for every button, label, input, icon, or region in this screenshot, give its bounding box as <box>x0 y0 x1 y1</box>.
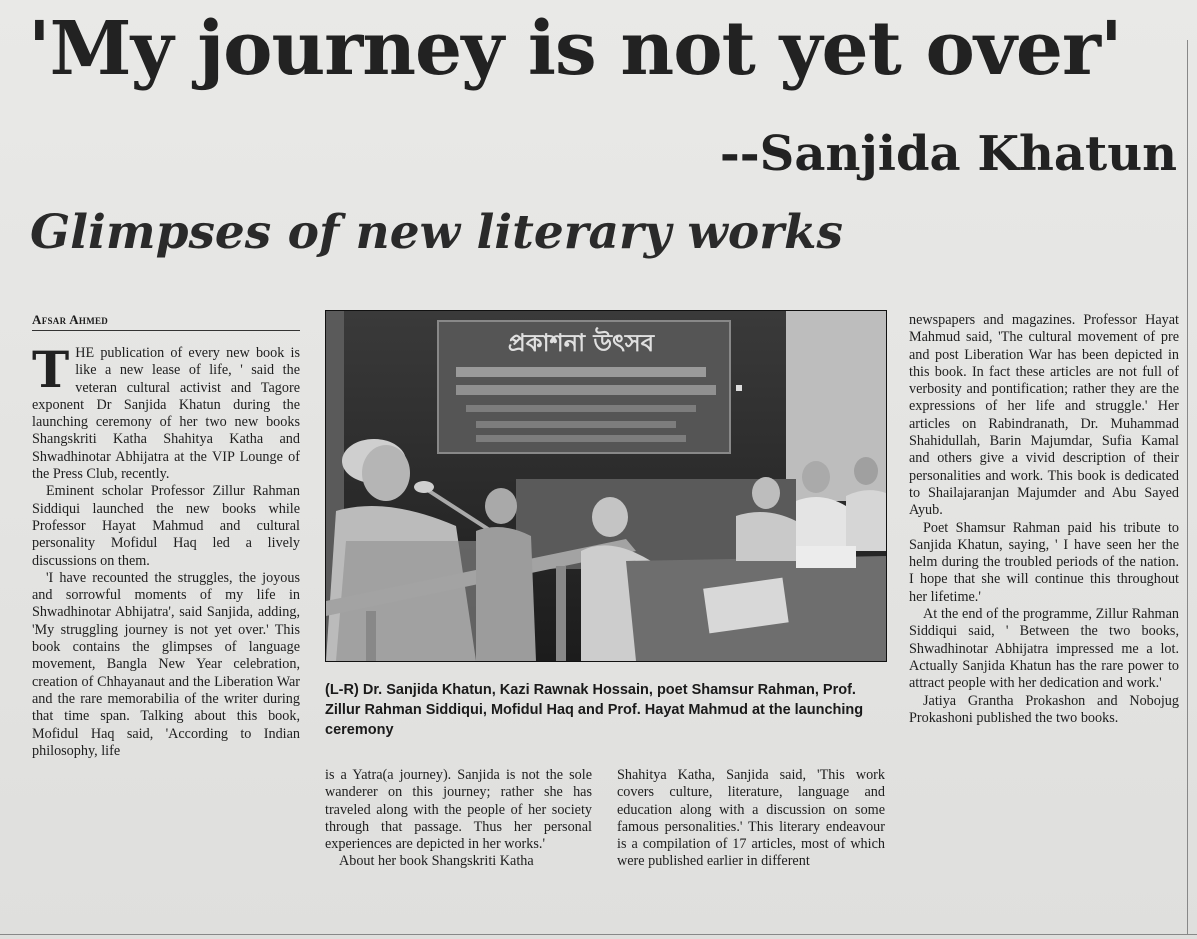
paragraph: Poet Shamsur Rahman paid his tribute to Sanjida Khatun, saying, ' I have seen her the helm during the troubled periods of the nation. I hope that she will continue this throughout her lifetime.' <box>909 519 1179 605</box>
paragraph: is a Yatra(a journey). Sanjida is not the sole wanderer on this journey; rather she has traveled along with the people of her society through that passage. Thus her personal experiences are depicted in her works.' <box>325 767 592 853</box>
paragraph: Shahitya Katha, Sanjida said, 'This work covers culture, literature, language and education along with a discussion on some famous personalities.' This literary endeavour is a compilation of 17 articles, most of which were published earlier in different <box>617 767 885 870</box>
article-column-2 <box>325 767 592 871</box>
article-column-3 <box>617 767 885 871</box>
article-column-4 <box>909 312 1179 727</box>
paragraph: Jatiya Grantha Prokashon and Nobojug Prokashoni published the two books. <box>909 692 1179 726</box>
banner-title: প্রকাশনা উৎসব <box>507 329 655 357</box>
event-photo <box>325 310 887 662</box>
paragraph: At the end of the programme, Zillur Rahman Siddiqui said, ' Between the two books, Shwadhinotar Abhijatra impressed me a lot. Actually Sanjida Khatun has the rare power to attract people with her dedication and work.' <box>909 606 1179 692</box>
paragraph: newspapers and magazines. Professor Hayat Mahmud said, 'The cultural movement of pre and post Liberation War has been depicted in this book. In fact these articles are not full of verbosity and pontification; rather they are the expressions of her life and struggle.' Her articles on Rabindranath, Dr. Muhammad Shahidullah, Barin Majumdar, Sufia Kamal and others give a vivid description of their personalities and work. This book is dedicated to Shailajaranjan Majumder and Abu Sayed Ayub. <box>909 312 1179 519</box>
column-divider <box>0 934 1197 935</box>
drop-cap: T <box>32 340 70 399</box>
subheadline: Glimpses of new literary works <box>30 205 844 260</box>
headline: 'My journey is not yet over' <box>28 6 1122 92</box>
paragraph: 'I have recounted the struggles, the joyous and sorrowful moments of my life in Shwadhinotar Abhijatra', said Sanjida, adding, 'My struggling journey is not yet over.' This book contains the glimpses of language movement, Bangla New Year celebration, creation of Chhayanaut and the Liberation War and the rare memorabilia of the writer during that time span. Talking about this book, Mofidul Haq said, 'According to Indian philosophy, life <box>32 569 300 759</box>
photo-caption: (L-R) Dr. Sanjida Khatun, Kazi Rawnak Hossain, poet Shamsur Rahman, Prof. Zillur Rahman Siddiqui, Mofidul Haq and Prof. Hayat Mahmud at the launching ceremony <box>325 682 864 738</box>
headline-attribution: --Sanjida Khatun <box>719 126 1177 182</box>
column-divider <box>1187 40 1188 934</box>
paragraph: About her book Shangskriti Katha <box>339 853 534 870</box>
paragraph: Eminent scholar Professor Zillur Rahman Siddiqui launched the new books while Professor Hayat Mahmud and cultural personality Mofidul Haq led a lively discussions on them. <box>32 483 300 569</box>
byline: Afsar Ahmed <box>32 312 300 331</box>
event-photo-image <box>326 311 886 661</box>
article-column-1 <box>32 340 300 760</box>
paragraph-text: HE publication of every new book is like a new lease of life, ' said the veteran cultural activist and Tagore exponent Dr Sanjida Khatun during the launching ceremony of her two new books Shangskriti Katha Shahitya Katha and Shwadhinotar Abhijatra at the VIP Lounge of the Press Club, recently. <box>32 345 300 483</box>
paragraph <box>32 340 300 483</box>
